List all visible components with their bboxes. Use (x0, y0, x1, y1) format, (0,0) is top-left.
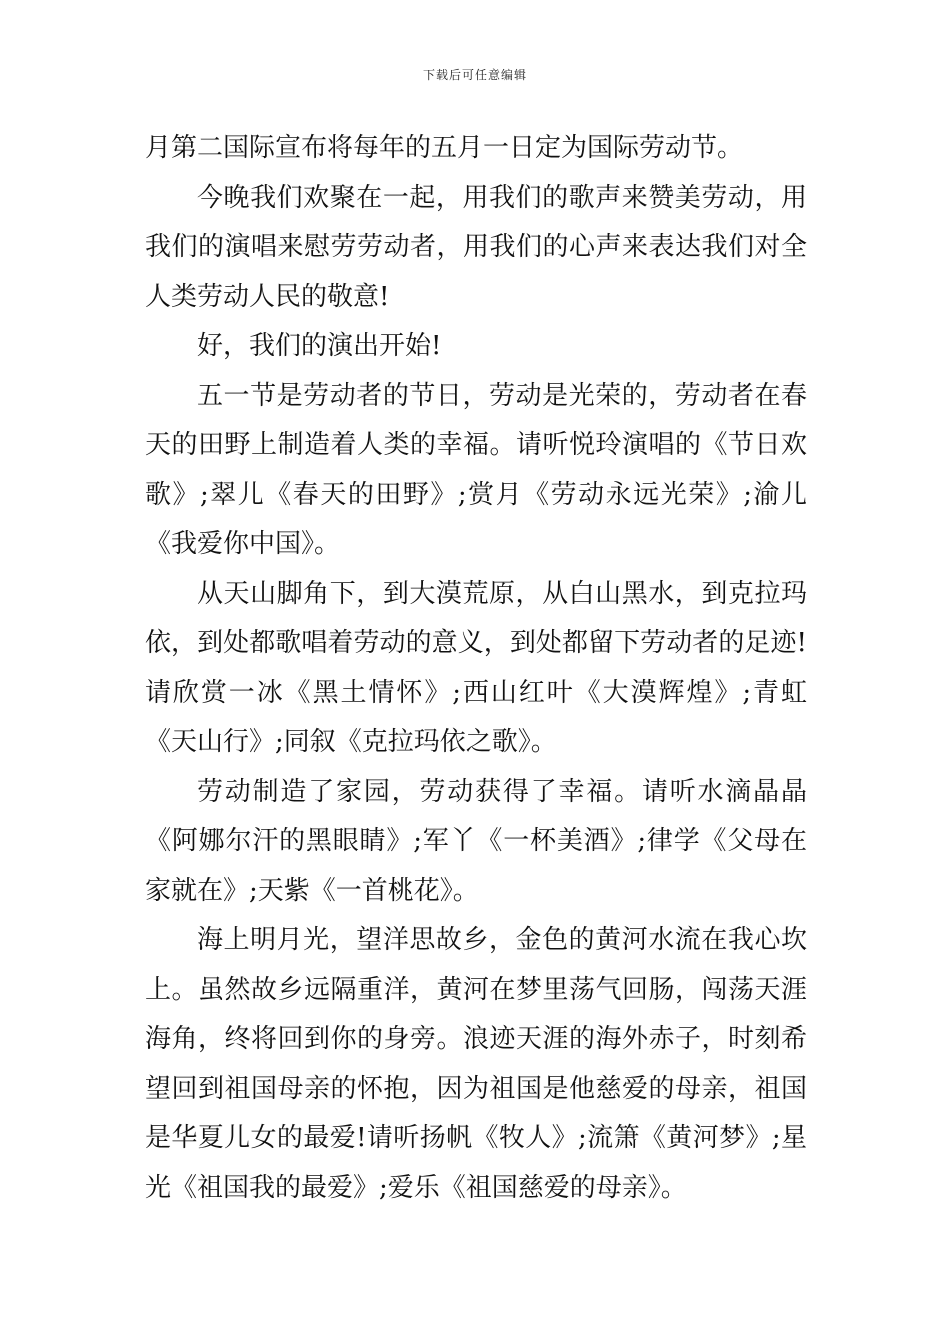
paragraph-3: 好，我们的演出开始! (197, 331, 442, 361)
paragraph-6: 劳动制造了家园，劳动获得了幸福。请听水滴晶晶《阿娜尔汗的黑眼睛》;军丫《一杯美酒》;律学《父母在家就在》;天紫《一首桃花》。 (145, 776, 807, 906)
header-note: 下载后可任意编辑 (422, 68, 527, 82)
paragraph-5: 从天山脚角下，到大漠荒原，从白山黑水，到克拉玛依，到处都歌唱着劳动的意义，到处都留下劳动者的足迹!请欣赏一冰《黑土情怀》;西山红叶《大漠辉煌》;青虹《天山行》;同叙《克拉玛依之歌》。 (145, 578, 807, 757)
paragraph-4: 五一节是劳动者的节日，劳动是光荣的，劳动者在春天的田野上制造着人类的幸福。请听悦玲演唱的《节日欢歌》;翠儿《春天的田野》;赏月《劳动永远光荣》;渝儿《我爱你中国》。 (145, 380, 807, 559)
paragraph-7: 海上明月光，望洋思故乡，金色的黄河水流在我心坎上。虽然故乡远隔重洋，黄河在梦里荡气回肠，闯荡天涯海角，终将回到你的身旁。浪迹天涯的海外赤子，时刻希望回到祖国母亲的怀抱，因为祖国是他慈爱的母亲，祖国是华夏儿女的最爱!请听扬帆《牧人》;流箫《黄河梦》;星光《祖国我的最爱》;爱乐《祖国慈爱的母亲》。 (145, 925, 807, 1203)
paragraph-2: 今晚我们欢聚在一起，用我们的歌声来赞美劳动，用我们的演唱来慰劳劳动者，用我们的心声来表达我们对全人类劳动人民的敬意! (145, 182, 807, 312)
paragraph-1: 月第二国际宣布将每年的五月一日定为国际劳动节。 (145, 133, 744, 163)
document-body (145, 124, 807, 1213)
